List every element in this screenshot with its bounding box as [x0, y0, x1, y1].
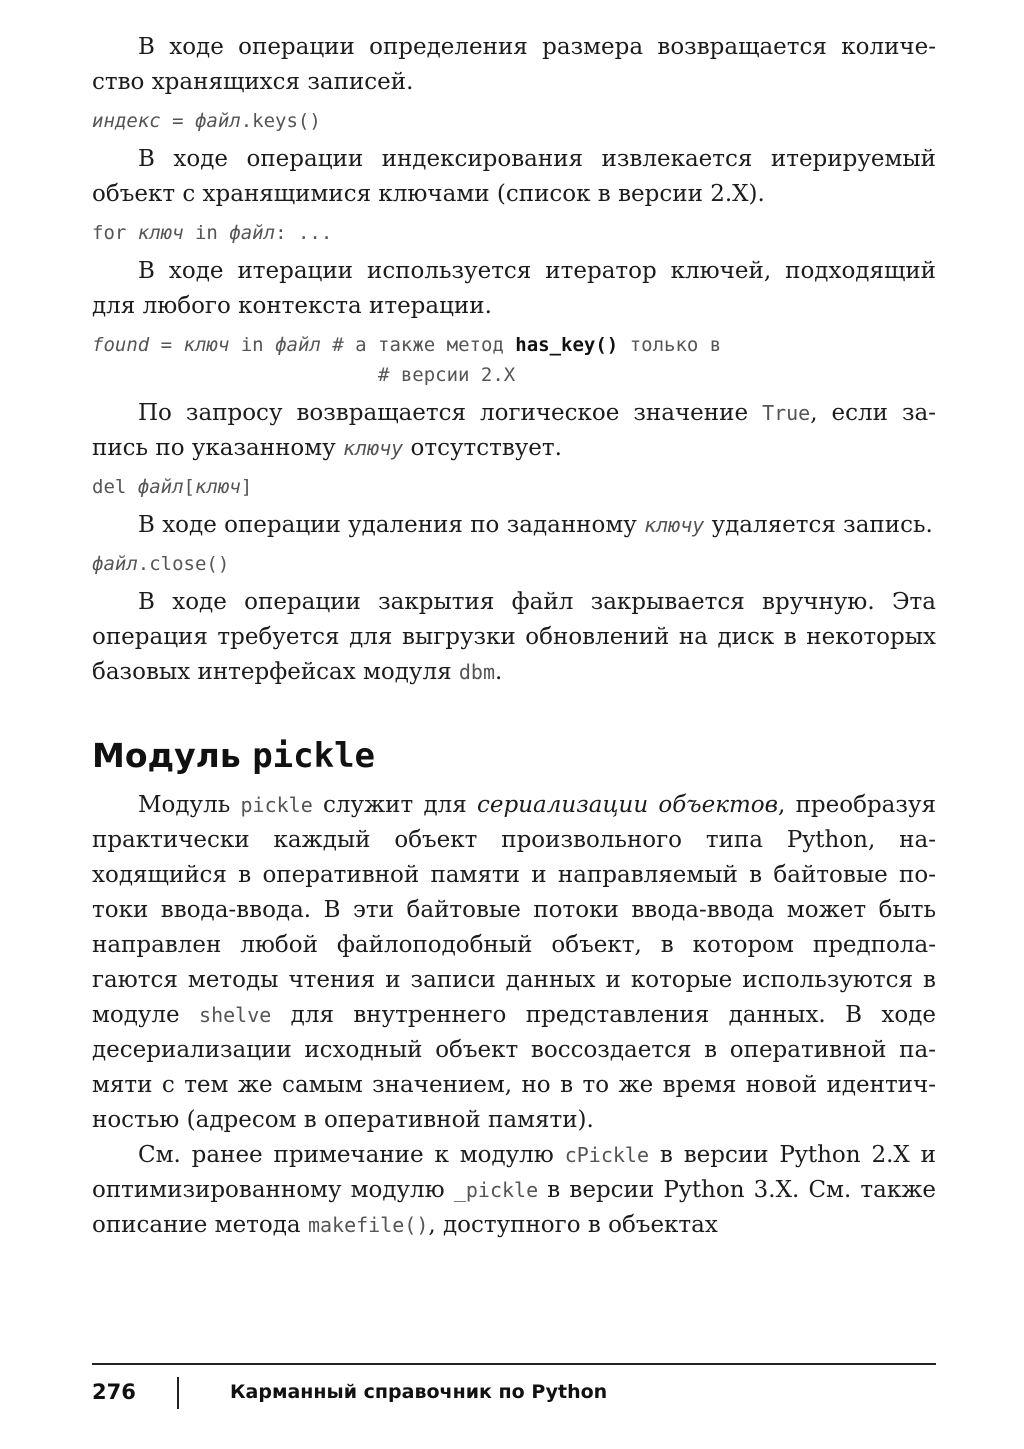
code-found-comment: # версии 2.X	[92, 364, 516, 386]
page-footer	[92, 1375, 936, 1409]
paragraph-size: В ходе операции определения размера возвращается количество хранящихся записей.	[92, 34, 936, 95]
paragraph-membership: По запросу возвращается логическое значение True, если запись по указанному ключу отсутствует.	[92, 400, 937, 461]
paragraph-iteration: В ходе итерации используется итератор ключей, подходящий для любого контекста итерации.	[92, 258, 936, 319]
page-content	[92, 30, 936, 1243]
code-close: файл.close()	[92, 553, 230, 575]
paragraph-pickle-intro: Модуль pickle служит для сериализации объектов, преобразуя практически каждый объект произвольного типа Python, находящийся в оперативной памяти и направляемый в байтовые потоки ввода-ввода. В эти байтовые потоки ввода-ввода может быть направлен любой файлоподобный объект, в котором предполагаются методы чтения и записи данных и которые используются в модуле shelve для внутреннего представления данных. В ходе десериализации исходный объект воссоздается в оперативной памяти с тем же самым значением, но в то же время новой идентичностью (адресом в оперативной памяти).	[92, 792, 936, 1133]
section-heading: Модуль pickle	[92, 736, 376, 776]
paragraph-delete: В ходе операции удаления по заданному ключу удаляется запись.	[138, 512, 933, 538]
paragraph-pickle-see-also: См. ранее примечание к модулю cPickle в версии Python 2.X и оптимизированному модулю _pickle в версии Python 3.X. См. также описание метода makefile(), доступного в объектах	[92, 1142, 936, 1238]
paragraph-indexing: В ходе операции индексирования извлекается итерируемый объект с хранящимися ключами (список в версии 2.X).	[92, 146, 936, 207]
paragraph-close: В ходе операции закрытия файл закрывается вручную. Эта операция требуется для выгрузки обновлений на диск в некоторых базовых интерфейсах модуля dbm.	[92, 589, 936, 685]
footer-divider	[177, 1377, 179, 1409]
code-found: found = ключ in файл # а также метод has_key() только в	[92, 334, 722, 356]
page-number: 276	[92, 1380, 136, 1404]
book-title: Карманный справочник по Python	[230, 1381, 608, 1403]
code-del: del файл[ключ]	[92, 476, 253, 498]
code-keys: индекс = файл.keys()	[92, 110, 321, 132]
code-for-loop: for ключ in файл: ...	[92, 222, 333, 244]
footer-rule	[92, 1363, 936, 1365]
